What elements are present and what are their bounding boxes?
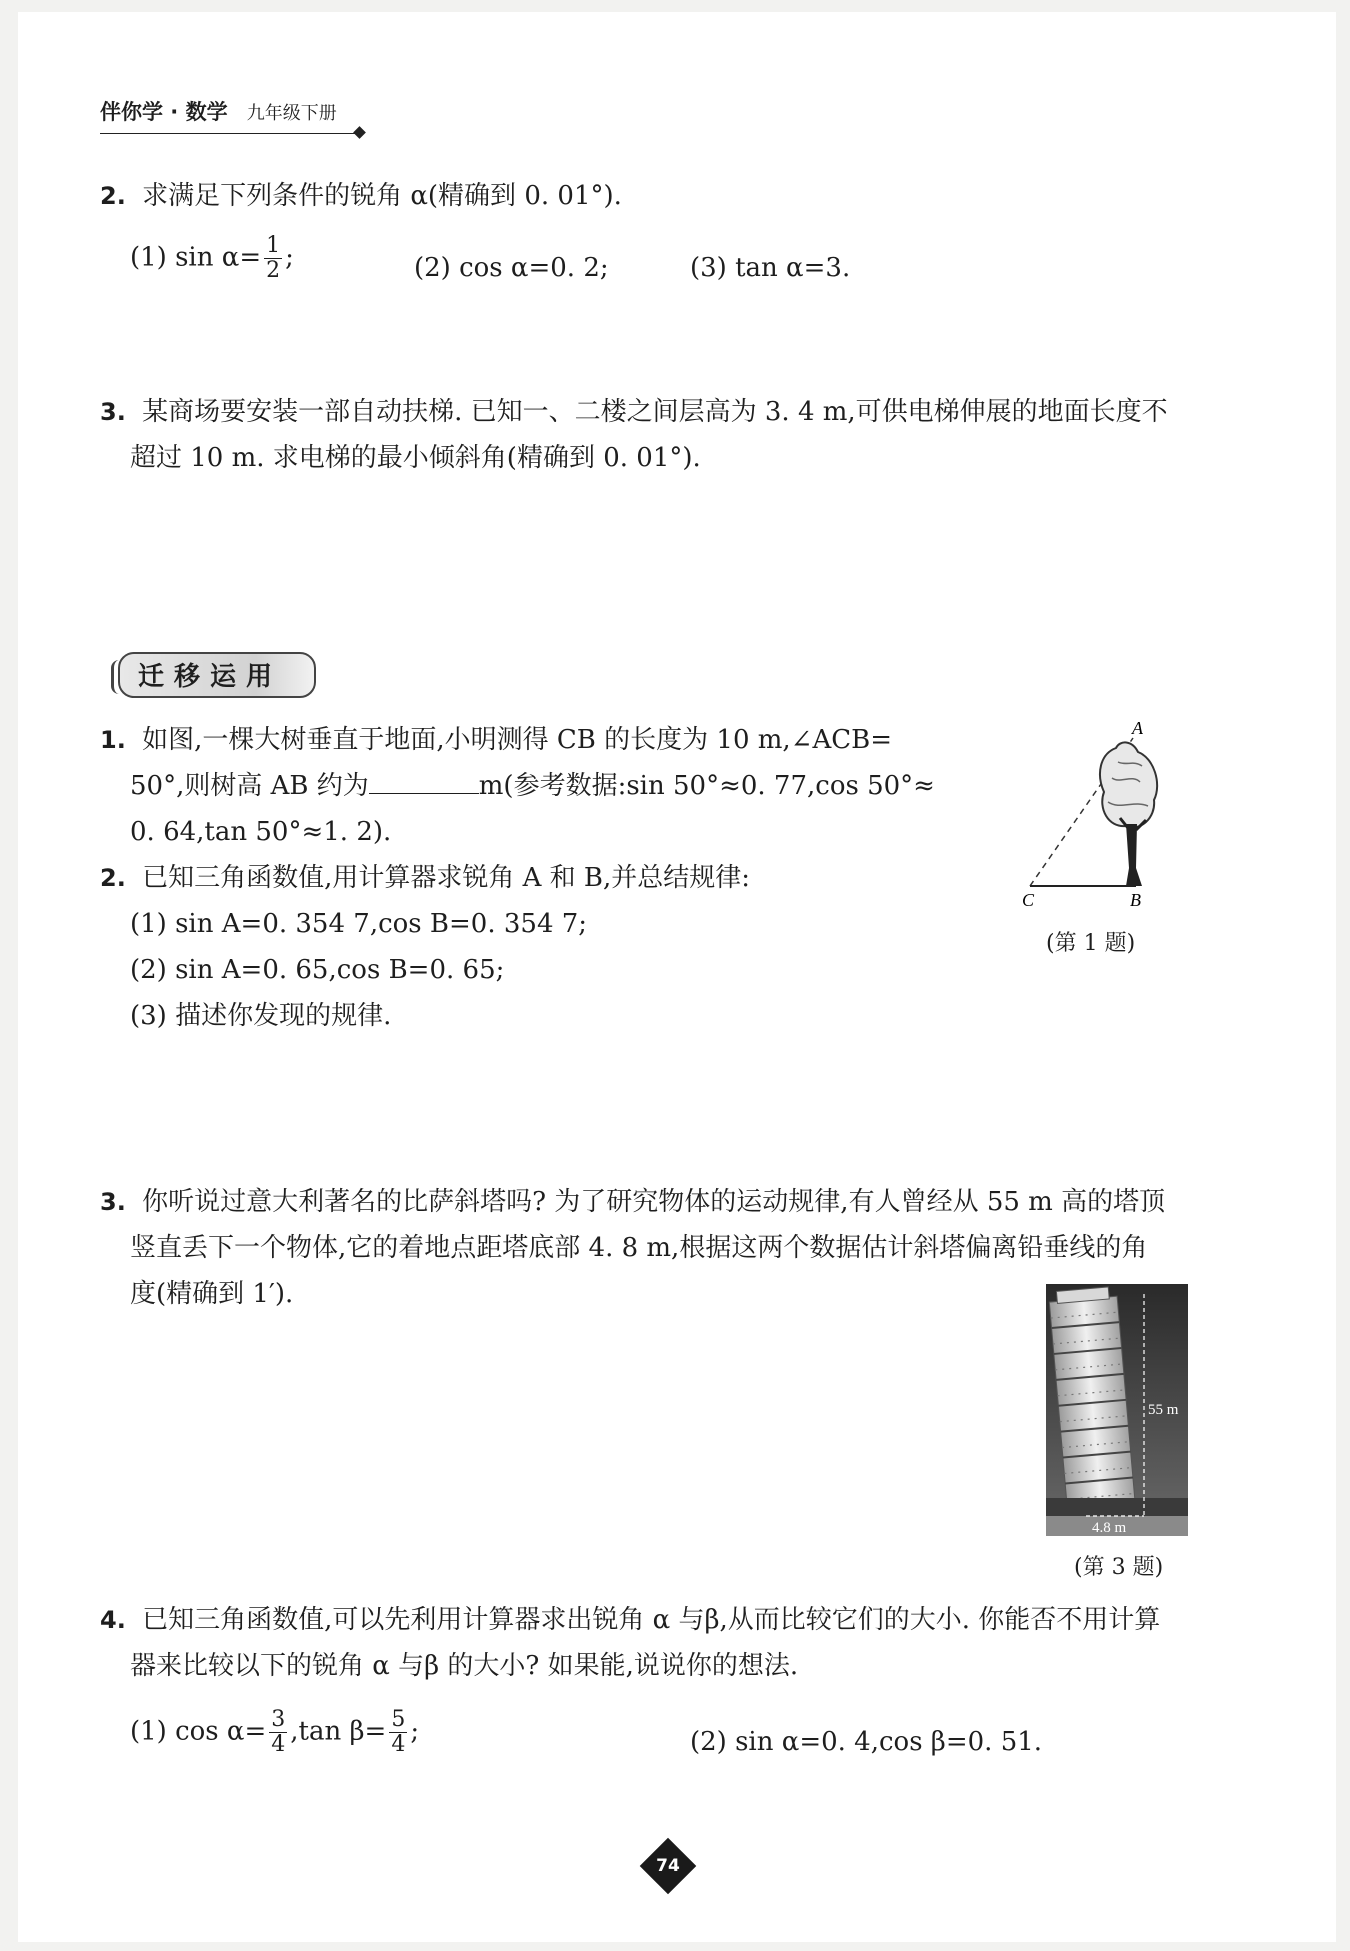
page: [18, 12, 1336, 1942]
transfer-q2: [100, 856, 750, 900]
fraction-numerator: 5: [391, 1707, 406, 1732]
header-grade: 九年级下册: [246, 103, 337, 124]
question-text: 求满足下列条件的锐角 α(精确到 0. 01°).: [142, 181, 622, 211]
transfer-q1-line3: 0. 64,tan 50°≈1. 2).: [130, 817, 392, 847]
part-text: ,tan β=: [290, 1716, 387, 1747]
section-title-tab: 迁移运用: [118, 652, 316, 698]
page-number-badge: [648, 1846, 688, 1886]
question-number: 3.: [100, 1188, 126, 1216]
transfer-q1-line1: [100, 718, 892, 762]
figure3-caption: (第 3 题): [1074, 1555, 1164, 1580]
question-text: 你听说过意大利著名的比萨斜塔吗? 为了研究物体的运动规律,有人曾经从 55 m 高的塔顶: [142, 1187, 1166, 1217]
transfer-q2-part2: (2) sin A=0. 65,cos B=0. 65;: [130, 955, 505, 985]
header-rule: [100, 133, 356, 134]
transfer-q4-line2: 器来比较以下的锐角 α 与β 的大小? 如果能,说说你的想法.: [130, 1651, 799, 1681]
practice-q2-part2: (2) cos α=0. 2;: [414, 253, 609, 283]
label-b: B: [1130, 890, 1141, 908]
fraction: [269, 1708, 287, 1757]
transfer-q4-line1: [100, 1598, 1160, 1642]
fraction-denominator: 4: [391, 1732, 406, 1757]
label-a: A: [1132, 718, 1143, 738]
fraction-numerator: 1: [266, 233, 281, 258]
practice-q3-line1: [100, 390, 1168, 434]
transfer-q4-part1: [130, 1708, 419, 1757]
question-text: m(参考数据:sin 50°≈0. 77,cos 50°≈: [478, 771, 935, 801]
transfer-q1-line2: [130, 764, 935, 808]
part-text: ;: [285, 242, 294, 273]
figure1-caption: (第 1 题): [1046, 931, 1136, 956]
pisa-tower-photo: [1046, 1284, 1188, 1536]
fraction: [264, 234, 282, 283]
part-text: ;: [410, 1716, 420, 1747]
photo-height-label: 55 m: [1148, 1402, 1179, 1418]
tree-trunk-icon: [1126, 824, 1142, 886]
page-number: 74: [656, 1856, 680, 1876]
tree-crown-icon: [1100, 742, 1157, 827]
fraction-numerator: 3: [271, 1707, 286, 1732]
question-text: 某商场要安装一部自动扶梯. 已知一、二楼之间层高为 3. 4 m,可供电梯伸展的地面长度不: [142, 397, 1168, 427]
question-text: 已知三角函数值,可以先利用计算器求出锐角 α 与β,从而比较它们的大小. 你能否不用计算: [142, 1605, 1161, 1635]
question-text: 50°,则树高 AB 约为: [130, 771, 369, 801]
fraction-denominator: 4: [271, 1732, 286, 1757]
fraction-denominator: 2: [266, 258, 281, 283]
question-number: 3.: [100, 398, 126, 426]
header-brand: 伴你学 · 数学: [100, 100, 228, 124]
photo-base-label: 4.8 m: [1092, 1520, 1127, 1536]
part-text: (1) cos α=: [130, 1716, 267, 1747]
transfer-q3-line3: 度(精确到 1′).: [130, 1279, 294, 1309]
question-number: 2.: [100, 182, 126, 210]
transfer-q3-line2: 竖直丢下一个物体,它的着地点距塔底部 4. 8 m,根据这两个数据估计斜塔偏离铅垂线的角: [130, 1233, 1148, 1263]
practice-q3-line2: 超过 10 m. 求电梯的最小倾斜角(精确到 0. 01°).: [130, 443, 701, 473]
practice-q2: [100, 174, 622, 218]
transfer-q2-part3: (3) 描述你发现的规律.: [130, 1001, 392, 1031]
transfer-q2-part1: (1) sin A=0. 354 7,cos B=0. 354 7;: [130, 909, 588, 939]
question-number: 2.: [100, 864, 126, 892]
question-number: 1.: [100, 726, 126, 754]
answer-blank[interactable]: [369, 765, 479, 794]
practice-q2-part1: [130, 234, 294, 283]
question-text: 已知三角函数值,用计算器求锐角 A 和 B,并总结规律:: [142, 863, 751, 893]
label-c: C: [1022, 890, 1035, 908]
question-text: 如图,一棵大树垂直于地面,小明测得 CB 的长度为 10 m,∠ACB=: [142, 725, 893, 755]
tree-figure: [1008, 718, 1208, 908]
practice-q2-part3: (3) tan α=3.: [690, 253, 851, 283]
page-header: [100, 96, 440, 130]
fraction: [389, 1708, 407, 1757]
transfer-q4-part2: (2) sin α=0. 4,cos β=0. 51.: [690, 1727, 1043, 1757]
part-text: (1) sin α=: [130, 242, 262, 273]
question-number: 4.: [100, 1606, 126, 1634]
transfer-q3-line1: [100, 1180, 1165, 1224]
